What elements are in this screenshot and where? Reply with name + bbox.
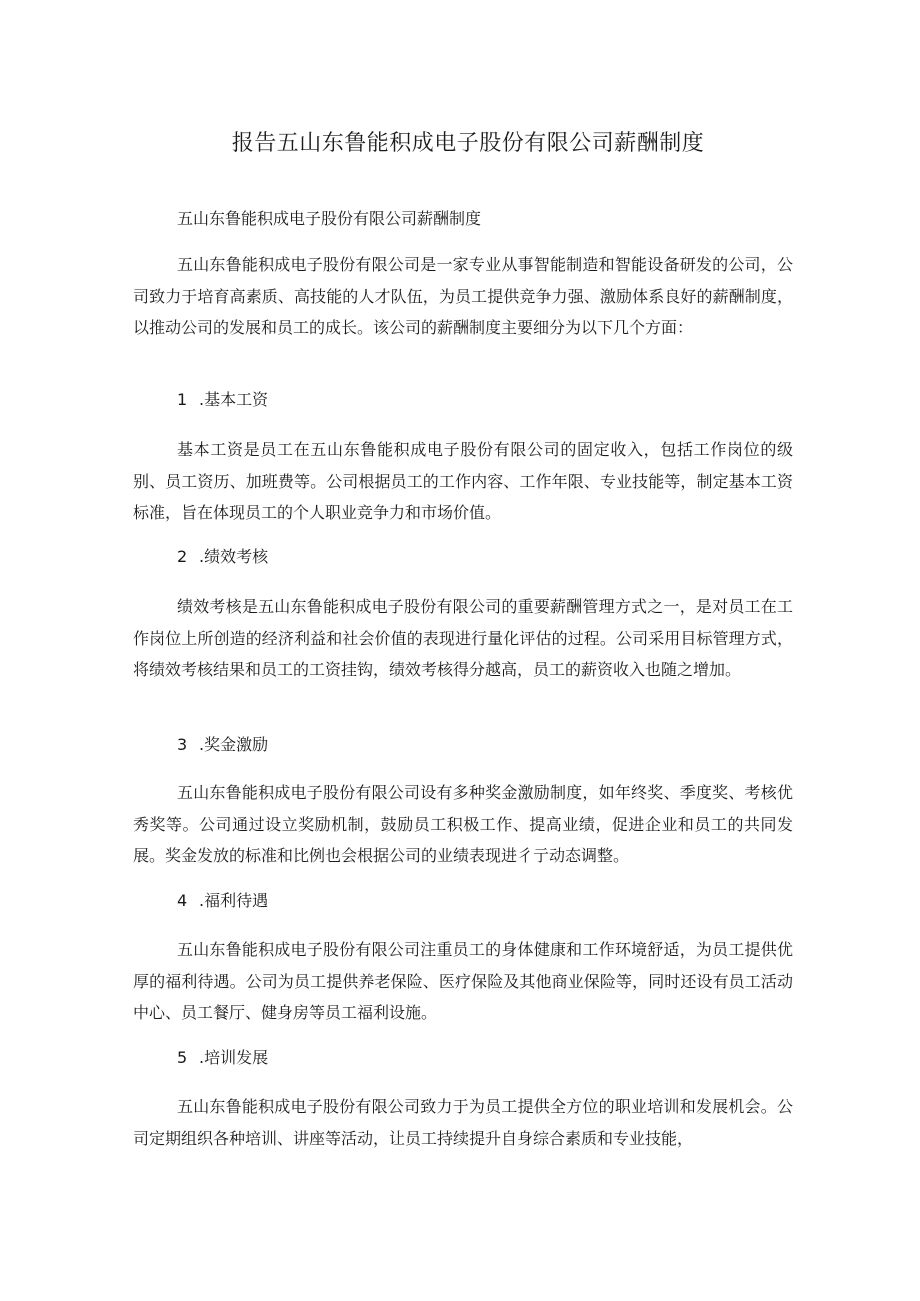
section-number: 4 [177, 891, 188, 910]
document-subtitle: 五山东鲁能积成电子股份有限公司薪酬制度 [177, 209, 482, 228]
section-number: 2 [177, 547, 188, 566]
section-title: .培训发展 [199, 1048, 269, 1067]
section-title: .基本工资 [199, 390, 269, 409]
section-title: .绩效考核 [199, 547, 269, 566]
section-heading-1 [177, 388, 268, 412]
intro-paragraph: 五山东鲁能积成电子股份有限公司是一家专业从事智能制造和智能设备研发的公司，公司致力于培育高素质、高技能的人才队伍，为员工提供竞争力强、激励体系良好的薪酬制度，以推动公司的发展和员工的成长。该公司的薪酬制度主要细分为以下几个方面： [133, 255, 793, 337]
section-body-1: 基本工资是员工在五山东鲁能积成电子股份有限公司的固定收入，包括工作岗位的级别、员工资历、加班费等。公司根据员工的工作内容、工作年限、专业技能等，制定基本工资标准，旨在体现员工的个人职业竞争力和市场价值。 [133, 440, 793, 522]
section-body-2: 绩效考核是五山东鲁能积成电子股份有限公司的重要薪酬管理方式之一，是对员工在工作岗位上所创造的经济利益和社会价值的表现进行量化评估的过程。公司采用目标管理方式，将绩效考核结果和员工的工资挂钩，绩效考核得分越高，员工的薪资收入也随之增加。 [133, 597, 793, 679]
section-number: 3 [177, 735, 188, 754]
section-title: .福利待遇 [199, 891, 269, 910]
section-body-5: 五山东鲁能积成电子股份有限公司致力于为员工提供全方位的职业培训和发展机会。公司定期组织各种培训、讲座等活动，让员工持续提升自身综合素质和专业技能， [133, 1097, 793, 1148]
section-number: 1 [177, 390, 188, 409]
section-heading-4 [177, 889, 268, 913]
document-title: 报告五山东鲁能积成电子股份有限公司薪酬制度 [231, 131, 705, 156]
section-number: 5 [177, 1048, 188, 1067]
section-title: .奖金激励 [199, 735, 269, 754]
section-body-3: 五山东鲁能积成电子股份有限公司设有多种奖金激励制度，如年终奖、季度奖、考核优秀奖等。公司通过设立奖励机制，鼓励员工积极工作、提高业绩，促进企业和员工的共同发展。奖金发放的标准和比例也会根据公司的业绩表现进彳亍动态调整。 [133, 783, 793, 865]
section-heading-3 [177, 733, 268, 757]
section-body-4: 五山东鲁能积成电子股份有限公司注重员工的身体健康和工作环境舒适，为员工提供优厚的福利待遇。公司为员工提供养老保险、医疗保险及其他商业保险等，同时还设有员工活动中心、员工餐厅、健身房等员工福利设施。 [133, 940, 793, 1022]
section-heading-2 [177, 545, 268, 569]
section-heading-5 [177, 1046, 268, 1070]
